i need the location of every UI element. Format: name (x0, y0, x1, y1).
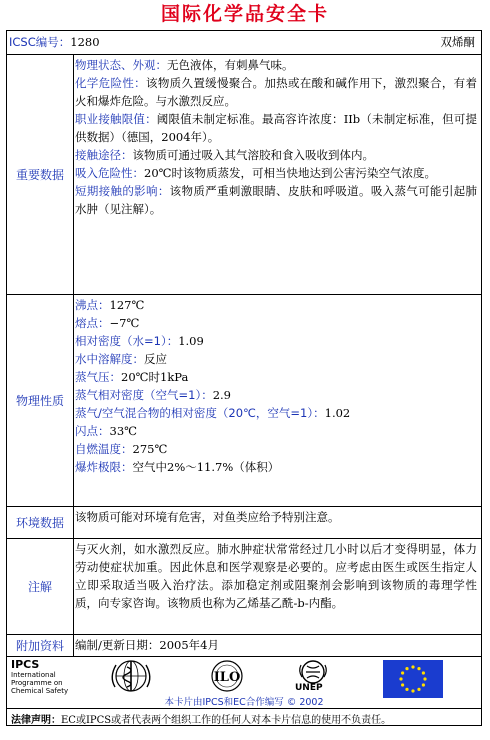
chemical-name: 双烯酮 (440, 35, 475, 49)
ipcs-abbr: IPCS (11, 658, 40, 671)
property-item: 蒸气相对密度（空气=1）：2.9 (75, 388, 231, 402)
svg-text:ILO: ILO (213, 670, 241, 685)
legal-statement (11, 711, 391, 726)
notes-label: 注解 (7, 539, 74, 634)
card-title: 国际化学品安全卡 (160, 3, 329, 25)
property-item: 蒸气/空气混合物的相对密度（20℃，空气=1）：1.02 (75, 406, 351, 420)
property-item: 相对密度（水=1）：1.09 (75, 334, 204, 348)
important-item: 职业接触限值：阈限值未制定标准。最高容许浓度：IIb（未制定标准，但可提供数据）（德国，2004年）。 (75, 112, 478, 144)
important-item: 化学危险性：该物质久置缓慢聚合。加热或在酸和碱作用下，激烈聚合，有着火和爆炸危险。与水激烈反应。 (75, 76, 477, 108)
notes-text: 与灭火剂，如水激烈反应。肺水肿症状常常经过几小时以后才变得明显，体力劳动使症状加重。因此休息和医学观察是必要的。应考虑由医生或医生指定人立即采取适当吸入治疗法。添加稳定剂或阻聚剂会影响到该物质的毒理学性质，向专家咨询。该物质也称为乙烯基乙酰-b-内酯。 (75, 542, 477, 610)
important-item: 短期接触的影响：该物质严重刺激眼睛、皮肤和呼吸道。吸入蒸气可能引起肺水肿（见注解）。 (75, 184, 478, 216)
legal-text: EC或IPCS或者代表两个组织工作的任何人对本卡片信息的使用不负责任。 (61, 715, 392, 726)
legal-label: 法律声明： (11, 715, 61, 726)
environment-text: 该物质可能对环境有危害，对鱼类应给予特别注意。 (75, 510, 340, 524)
extra-info-row (7, 635, 481, 657)
property-item: 水中溶解度：反应 (75, 352, 167, 366)
property-item: 自燃温度：275℃ (75, 442, 168, 456)
property-item: 沸点：127℃ (75, 298, 145, 312)
important-data-label: 重要数据 (7, 55, 74, 294)
copyright-note: 本卡片由IPCS和EC合作编写 © 2002 (164, 697, 324, 708)
logos-area (7, 657, 481, 709)
icsc-label: ICSC编号： (9, 35, 71, 49)
icsc-number (9, 34, 100, 50)
logos-row (7, 657, 481, 709)
notes-row (7, 539, 481, 635)
ipcs-logo-text: IPCS International Programme on Chemical Safety (11, 658, 69, 695)
important-item: 接触途径：该物质可通过吸入其气溶胶和食入吸收到体内。 (75, 148, 374, 162)
extra-info-label: 附加资料 (7, 635, 74, 656)
extra-info-text: 编制/更新日期：2005年4月 (75, 638, 219, 652)
unep-label: UNEP (295, 683, 323, 693)
who-emblem-icon (107, 659, 155, 693)
important-item: 吸入危险性：20℃时该物质蒸发，可相当快地达到公害污染空气浓度。 (75, 166, 436, 180)
environment-label: 环境数据 (7, 507, 74, 538)
property-item: 熔点：−7℃ (75, 316, 140, 330)
important-item: 物理状态、外观：无色液体，有刺鼻气味。 (75, 58, 294, 72)
eu-flag-icon (383, 660, 443, 698)
physical-properties-label: 物理性质 (7, 295, 74, 506)
property-item: 闪点：33℃ (75, 424, 137, 438)
important-data-row (7, 55, 481, 295)
physical-properties-content (75, 295, 481, 506)
card-table (6, 30, 482, 726)
icsc-row (7, 31, 481, 55)
icsc-value: 1280 (70, 35, 100, 49)
physical-properties-row (7, 295, 481, 507)
important-data-content (75, 55, 481, 294)
property-item: 爆炸极限：空气中2%～11.7%（体积） (75, 460, 280, 474)
property-item: 蒸气压：20℃时1kPa (75, 370, 189, 384)
environment-row (7, 507, 481, 539)
legal-row (7, 709, 481, 727)
ilo-emblem-icon (203, 659, 251, 693)
